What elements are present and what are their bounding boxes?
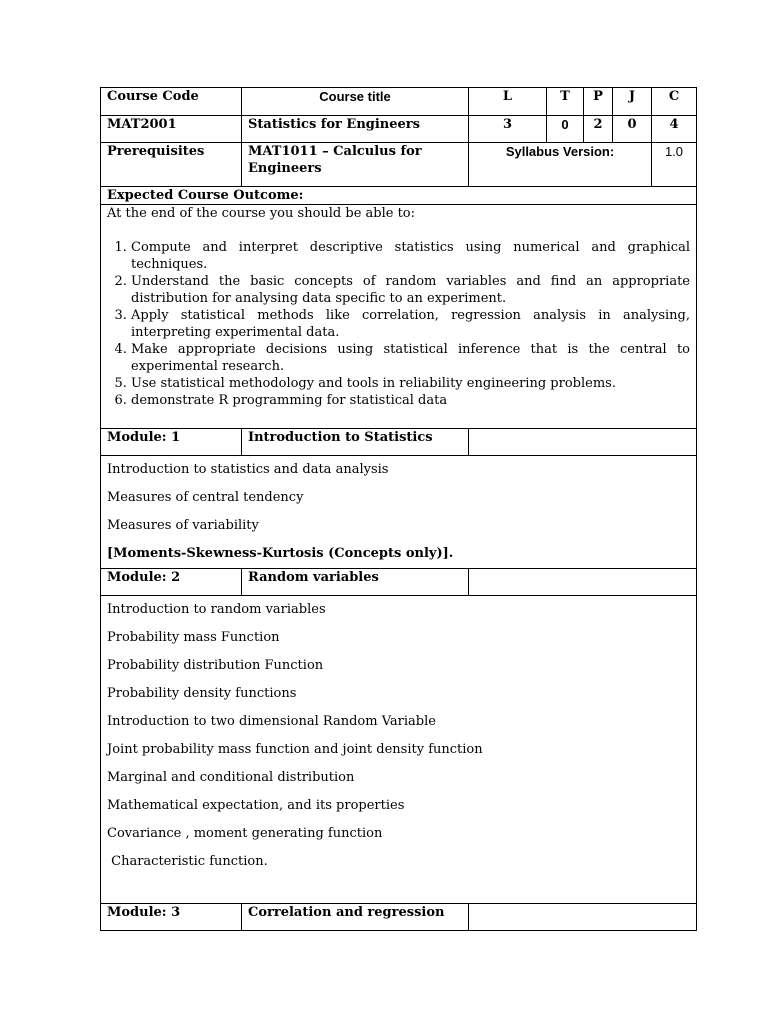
syllabus-version: 1.0 (652, 143, 697, 187)
topic-item: Joint probability mass function and joint density function (107, 742, 483, 757)
prerequisites-row (101, 143, 697, 187)
module-1-hours (469, 429, 697, 456)
course-title: Statistics for Engineers (242, 116, 469, 143)
prerequisites-label: Prerequisites (101, 143, 242, 187)
outcome-list (107, 239, 690, 409)
topic-item: Covariance , moment generating function (107, 826, 383, 841)
course-code: MAT2001 (101, 116, 242, 143)
module-2-title: Random variables (242, 569, 469, 596)
outcome-item: 2. Understand the basic concepts of random variables and find an appropriate distribution for analysing data specific to an experiment. (131, 273, 690, 307)
topic-item: Introduction to statistics and data analysis (107, 462, 389, 477)
course-j: 0 (613, 116, 652, 143)
course-row (101, 116, 697, 143)
module-2-hours (469, 569, 697, 596)
module-3-hours (469, 904, 697, 931)
outcome-item: 6. demonstrate R programming for statistical data (131, 392, 690, 409)
module-2-topics (101, 596, 697, 904)
module-1-topics (101, 456, 697, 569)
module-1-title: Introduction to Statistics (242, 429, 469, 456)
module-1-topics-row (101, 456, 697, 569)
topic-item: Mathematical expectation, and its properties (107, 798, 405, 813)
course-t: 0 (547, 116, 584, 143)
topic-item: [Moments-Skewness-Kurtosis (Concepts only)]. (107, 546, 454, 561)
outcome-intro: At the end of the course you should be able to: (107, 206, 416, 221)
module-3-title: Correlation and regression (242, 904, 469, 931)
module-2-topics-row (101, 596, 697, 904)
outcome-heading: Expected Course Outcome: (101, 187, 697, 205)
topic-item: Measures of variability (107, 518, 259, 533)
course-code-label: Course Code (101, 88, 242, 116)
topic-item: Probability density functions (107, 686, 297, 701)
outcome-item: 4. Make appropriate decisions using statistical inference that is the central to experimental research. (131, 341, 690, 375)
outcome-body (101, 205, 697, 429)
j-label: J (613, 88, 652, 116)
outcome-heading-row (101, 187, 697, 205)
l-label: L (469, 88, 547, 116)
outcome-item: 5. Use statistical methodology and tools in reliability engineering problems. (131, 375, 690, 392)
syllabus-version-label: Syllabus Version: (469, 143, 652, 187)
topic-item: Probability distribution Function (107, 658, 324, 673)
syllabus-table (100, 87, 697, 931)
prerequisites-value: MAT1011 – Calculus for Engineers (242, 143, 469, 187)
topic-item: Measures of central tendency (107, 490, 304, 505)
outcome-item: 1. Compute and interpret descriptive statistics using numerical and graphical techniques. (131, 239, 690, 273)
topic-item: Probability mass Function (107, 630, 280, 645)
module-3-row (101, 904, 697, 931)
topic-item: Introduction to random variables (107, 602, 326, 617)
course-c: 4 (652, 116, 697, 143)
course-l: 3 (469, 116, 547, 143)
outcome-item: 3. Apply statistical methods like correlation, regression analysis in analysing, interpreting experimental data. (131, 307, 690, 341)
c-label: C (652, 88, 697, 116)
course-title-label: Course title (242, 88, 469, 116)
course-p: 2 (584, 116, 613, 143)
topic-item: Introduction to two dimensional Random Variable (107, 714, 436, 729)
module-2-label: Module: 2 (101, 569, 242, 596)
t-label: T (547, 88, 584, 116)
header-row (101, 88, 697, 116)
module-2-row (101, 569, 697, 596)
module-1-label: Module: 1 (101, 429, 242, 456)
outcome-row (101, 205, 697, 429)
p-label: P (584, 88, 613, 116)
topic-item: Characteristic function. (107, 854, 268, 869)
topic-item: Marginal and conditional distribution (107, 770, 355, 785)
module-3-label: Module: 3 (101, 904, 242, 931)
module-1-row (101, 429, 697, 456)
